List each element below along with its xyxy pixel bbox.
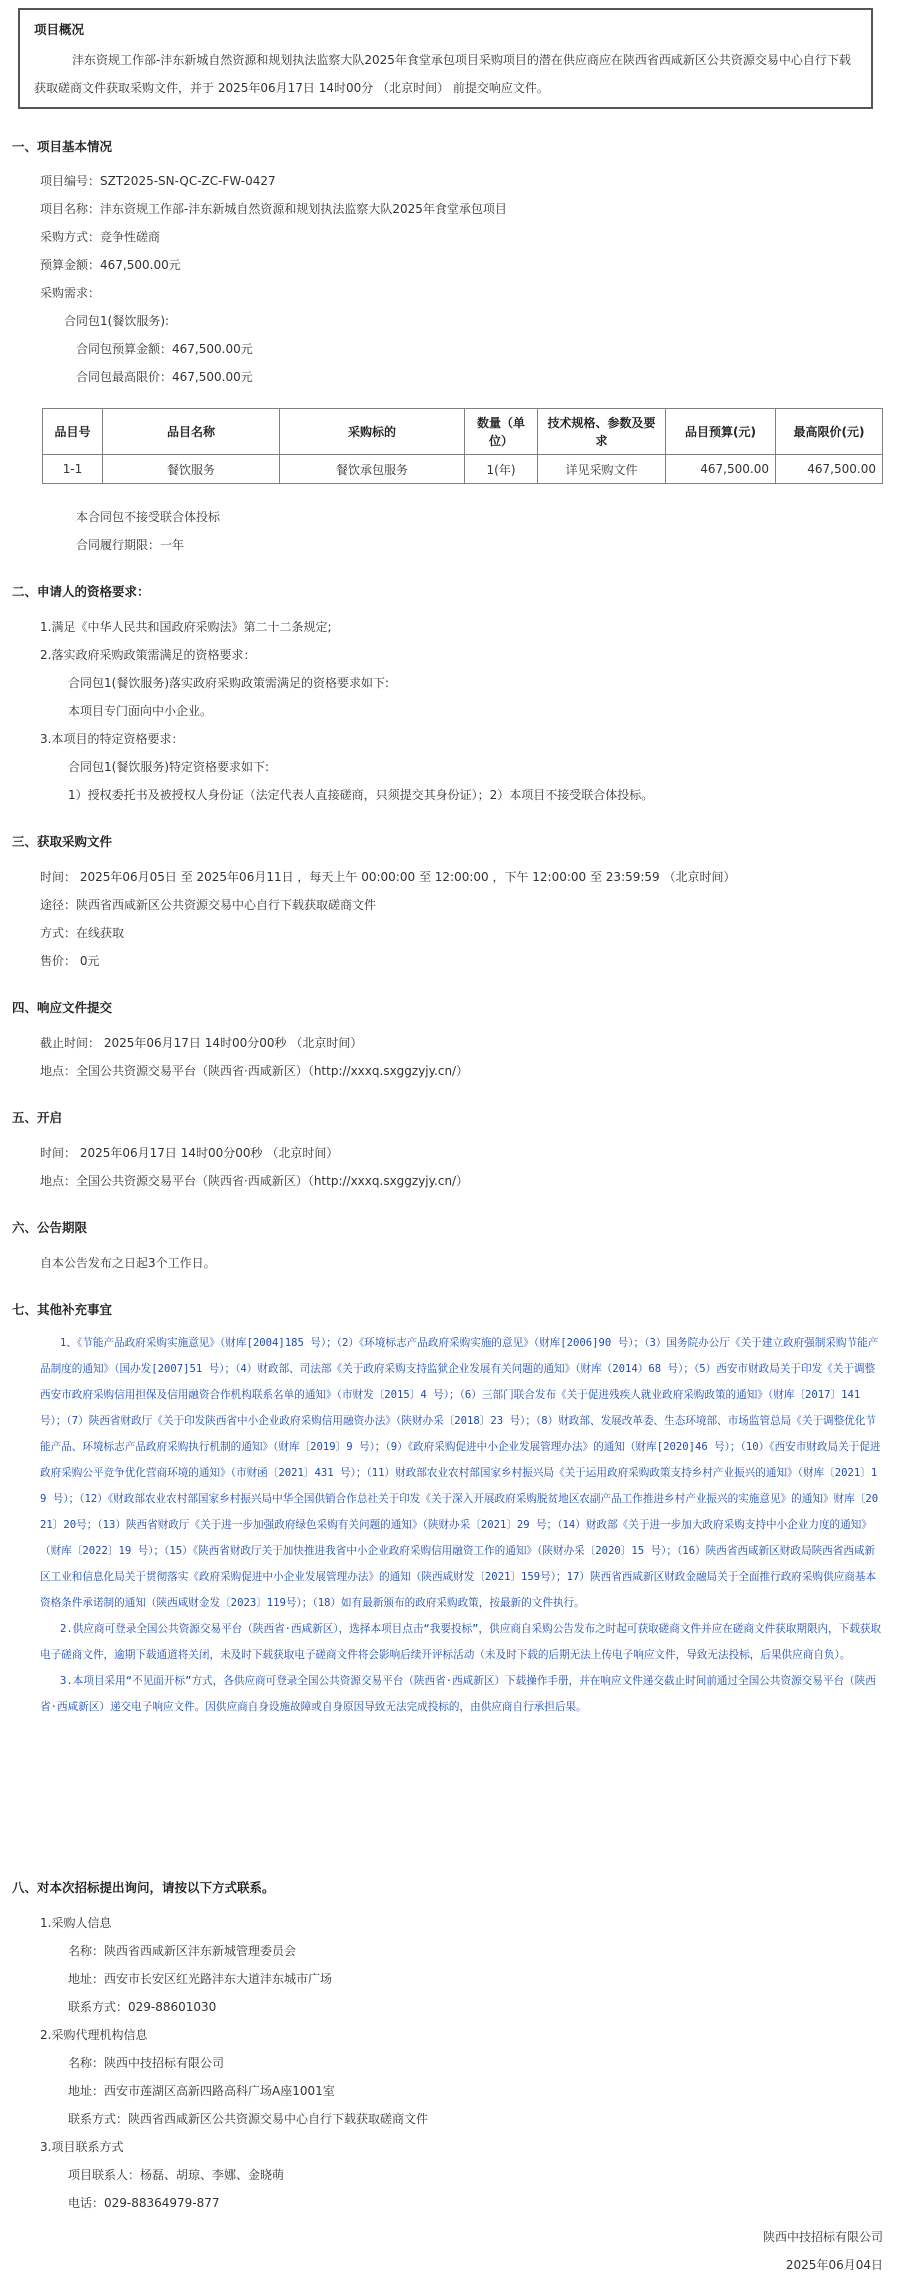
section-8-heading: 八、对本次招标提出询问，请按以下方式联系。 [12, 1880, 275, 1895]
opening-place: 地点：全国公共资源交易平台（陕西省·西咸新区）（http://xxxq.sxggzyjy.cn/） [40, 1174, 469, 1188]
qualification-item-2: 2.落实政府采购政策需满足的资格要求： [40, 648, 256, 662]
supplementary-download-note: 2.供应商可登录全国公共资源交易平台（陕西省·西咸新区），选择本项目点击“我要投标”，供应商自采购公告发布之时起可获取磋商文件并应在磋商文件获取期限内，下载获取电子磋商文件，逾期下载通道将关闭，未及时下载获取电子磋商文件将会影响后续开评标活动（未及时下载的后期无法上传电子响应文件，导致无法投标，后果供应商自负）。 [40, 1623, 882, 1661]
supplementary-notes [40, 1330, 882, 1720]
acquire-place: 途径：陕西省西咸新区公共资源交易中心自行下载获取磋商文件 [40, 898, 377, 912]
table-cell: 467,500.00 [666, 455, 776, 484]
section-1-heading: 一、项目基本情况 [12, 139, 113, 154]
section-6-heading: 六、公告期限 [12, 1220, 88, 1235]
table-header: 技术规格、参数及要求 [538, 409, 666, 455]
qualification-item-2b: 本项目专门面向中小企业。 [68, 704, 213, 718]
section-2-heading: 二、申请人的资格要求： [12, 584, 150, 599]
section-7-heading: 七、其他补充事宜 [12, 1302, 113, 1317]
table-row [43, 455, 883, 484]
purchaser-name: 名称：陕西省西咸新区沣东新城管理委员会 [68, 1944, 297, 1958]
agency-info: 2.采购代理机构信息 [40, 2028, 148, 2042]
submit-place: 地点：全国公共资源交易平台（陕西省·西咸新区）（http://xxxq.sxggzyjy.cn/） [40, 1064, 469, 1078]
lot-title: 合同包1(餐饮服务): [64, 314, 170, 328]
table-header: 数量（单位） [465, 409, 538, 455]
table-cell: 1-1 [43, 455, 103, 484]
project-contact-info: 3.项目联系方式 [40, 2140, 124, 2154]
announcement-period: 自本公告发布之日起3个工作日。 [40, 1256, 216, 1270]
table-header: 品目预算(元) [666, 409, 776, 455]
overview-title: 项目概况 [34, 22, 85, 37]
contract-period: 合同履行期限：一年 [76, 538, 185, 552]
acquire-time: 时间： 2025年06月05日 至 2025年06月11日 ，每天上午 00:00:00 至 12:00:00 ，下午 12:00:00 至 23:59:59 （北京时间） [40, 870, 736, 884]
section-4-heading: 四、响应文件提交 [12, 1000, 113, 1015]
table-header: 品目名称 [103, 409, 280, 455]
table-cell: 467,500.00 [776, 455, 883, 484]
project-name: 项目名称：沣东资规工作部-沣东新城自然资源和规划执法监察大队2025年食堂承包项目 [40, 202, 507, 216]
qualification-item-3a: 合同包1(餐饮服务)特定资格要求如下: [68, 760, 270, 774]
table-cell: 详见采购文件 [538, 455, 666, 484]
qualification-item-2a: 合同包1(餐饮服务)落实政府采购政策需满足的资格要求如下: [68, 676, 390, 690]
table-header-row [43, 409, 883, 455]
purchaser-address: 地址：西安市长安区红光路沣东大道沣东城市广场 [68, 1972, 333, 1986]
agency-name: 名称：陕西中技招标有限公司 [68, 2056, 225, 2070]
supplementary-remote-opening-note: 3.本项目采用“不见面开标”方式，各供应商可登录全国公共资源交易平台（陕西省·西咸新区）下载操作手册，并在响应文件递交截止时间前通过全国公共资源交易平台（陕西省·西咸新区）递交电子响应文件。因供应商自身设施故障或自身原因导致无法完成投标的，由供应商自行承担后果。 [40, 1675, 876, 1713]
table-header: 采购标的 [280, 409, 465, 455]
purchaser-phone: 联系方式：029-88601030 [68, 2000, 217, 2014]
purchaser-info: 1.采购人信息 [40, 1916, 112, 1930]
supplementary-policy-list: 1、《节能产品政府采购实施意见》（财库[2004]185 号）；（2）《环境标志产品政府采购实施的意见》（财库[2006]90 号）；（3）国务院办公厅《关于建立政府强制采购节能产品制度的通知》（国办发[2007]51 号）；（4）财政部、司法部《关于政府采购支持监狱企业发展有关问题的通知》（财库（2014）68 号）；（5）西安市财政局关于印发《关于调整西安市政府采购信用担保及信用融资合作机构联系名单的通知》（市财发〔2015〕4 号）；（6）三部门联合发布《关于促进残疾人就业政府采购政策的通知》（财库〔2017〕141 号）；（7）陕西省财政厅《关于印发陕西省中小企业政府采购信用融资办法》（陕财办采〔2018〕23 号）；（8）财政部、发展改革委、生态环境部、市场监管总局《关于调整优化节能产品、环境标志产品政府采购执行机制的通知》（财库〔2019〕9 号）；（9）《政府采购促进中小企业发展管理办法》的通知（财库[2020]46 号）；（10）《西安市财政局关于促进政府采购公平竞争优化营商环境的通知》（市财函〔2021〕431 号）；（11）财政部农业农村部国家乡村振兴局《关于运用政府采购政策支持乡村产业振兴的通知》（财库〔2021〕19 号）；（12）《财政部农业农村部国家乡村振兴局中华全国供销合作总社关于印发《关于深入开展政府采购脱贫地区农副产品工作推进乡村产业振兴的实施意见》的通知》财库〔2021〕20号；（13）陕西省财政厅《关于进一步加强政府绿色采购有关问题的通知》（陕财办采〔2021〕29 号；（14）财政部《关于进一步加大政府采购支持中小企业力度的通知》（财库〔2022〕19 号）；（15）《陕西省财政厅关于加快推进我省中小企业政府采购信用融资工作的通知》（陕财办采〔2020〕15 号）；（16）陕西省西咸新区财政局陕西省西咸新区工业和信息化局关于贯彻落实《政府采购促进中小企业发展管理办法》的通知（陕西咸财发〔2021〕159号）；17）陕西省西咸新区财政金融局关于全面推行政府采购供应商基本资格条件承诺制的通知（陕西咸财金发〔2023〕119号）；（18）如有最新颁布的政府采购政策，按最新的文件执行。 [40, 1337, 881, 1609]
lot-max-price: 合同包最高限价：467,500.00元 [76, 370, 253, 384]
table-header: 品目号 [43, 409, 103, 455]
procurement-demand: 采购需求： [40, 286, 101, 300]
acquire-price: 售价： 0元 [40, 954, 100, 968]
items-table [42, 408, 883, 484]
project-contact-phone: 电话：029-88364979-877 [68, 2196, 220, 2210]
submit-deadline: 截止时间： 2025年06月17日 14时00分00秒 （北京时间） [40, 1036, 363, 1050]
opening-time: 时间： 2025年06月17日 14时00分00秒 （北京时间） [40, 1146, 339, 1160]
overview-text: 沣东资规工作部-沣东新城自然资源和规划执法监察大队2025年食堂承包项目采购项目的潜在供应商应在陕西省西咸新区公共资源交易中心自行下载获取磋商文件获取采购文件，并于 2025年06月17日 14时00分 （北京时间） 前提交响应文件。 [34, 53, 851, 95]
project-number: 项目编号：SZT2025-SN-QC-ZC-FW-0427 [40, 174, 276, 188]
project-overview-box [18, 8, 873, 109]
budget-amount: 预算金额：467,500.00元 [40, 258, 181, 272]
qualification-item-3: 3.本项目的特定资格要求： [40, 732, 184, 746]
issuer-name: 陕西中技招标有限公司 [762, 2230, 883, 2244]
qualification-item-1: 1.满足《中华人民共和国政府采购法》第二十二条规定; [40, 620, 332, 634]
lot-budget: 合同包预算金额：467,500.00元 [76, 342, 253, 356]
project-contact-person: 项目联系人：杨磊、胡琼、李娜、金晓萌 [68, 2168, 285, 2182]
agency-contact: 联系方式：陕西省西咸新区公共资源交易中心自行下载获取磋商文件 [68, 2112, 429, 2126]
table-cell: 餐饮承包服务 [280, 455, 465, 484]
acquire-way: 方式：在线获取 [40, 926, 125, 940]
agency-address: 地址：西安市莲湖区高新四路高科广场A座1001室 [68, 2084, 335, 2098]
consortium-note: 本合同包不接受联合体投标 [76, 510, 221, 524]
table-cell: 1(年) [465, 455, 538, 484]
procurement-method: 采购方式：竞争性磋商 [40, 230, 161, 244]
qualification-item-3b: 1）授权委托书及被授权人身份证（法定代表人直接磋商，只须提交其身份证）；2）本项目不接受联合体投标。 [68, 788, 654, 802]
table-cell: 餐饮服务 [103, 455, 280, 484]
section-5-heading: 五、开启 [12, 1110, 63, 1125]
table-header: 最高限价(元) [776, 409, 883, 455]
section-3-heading: 三、获取采购文件 [12, 834, 113, 849]
issue-date: 2025年06月04日 [785, 2258, 883, 2272]
